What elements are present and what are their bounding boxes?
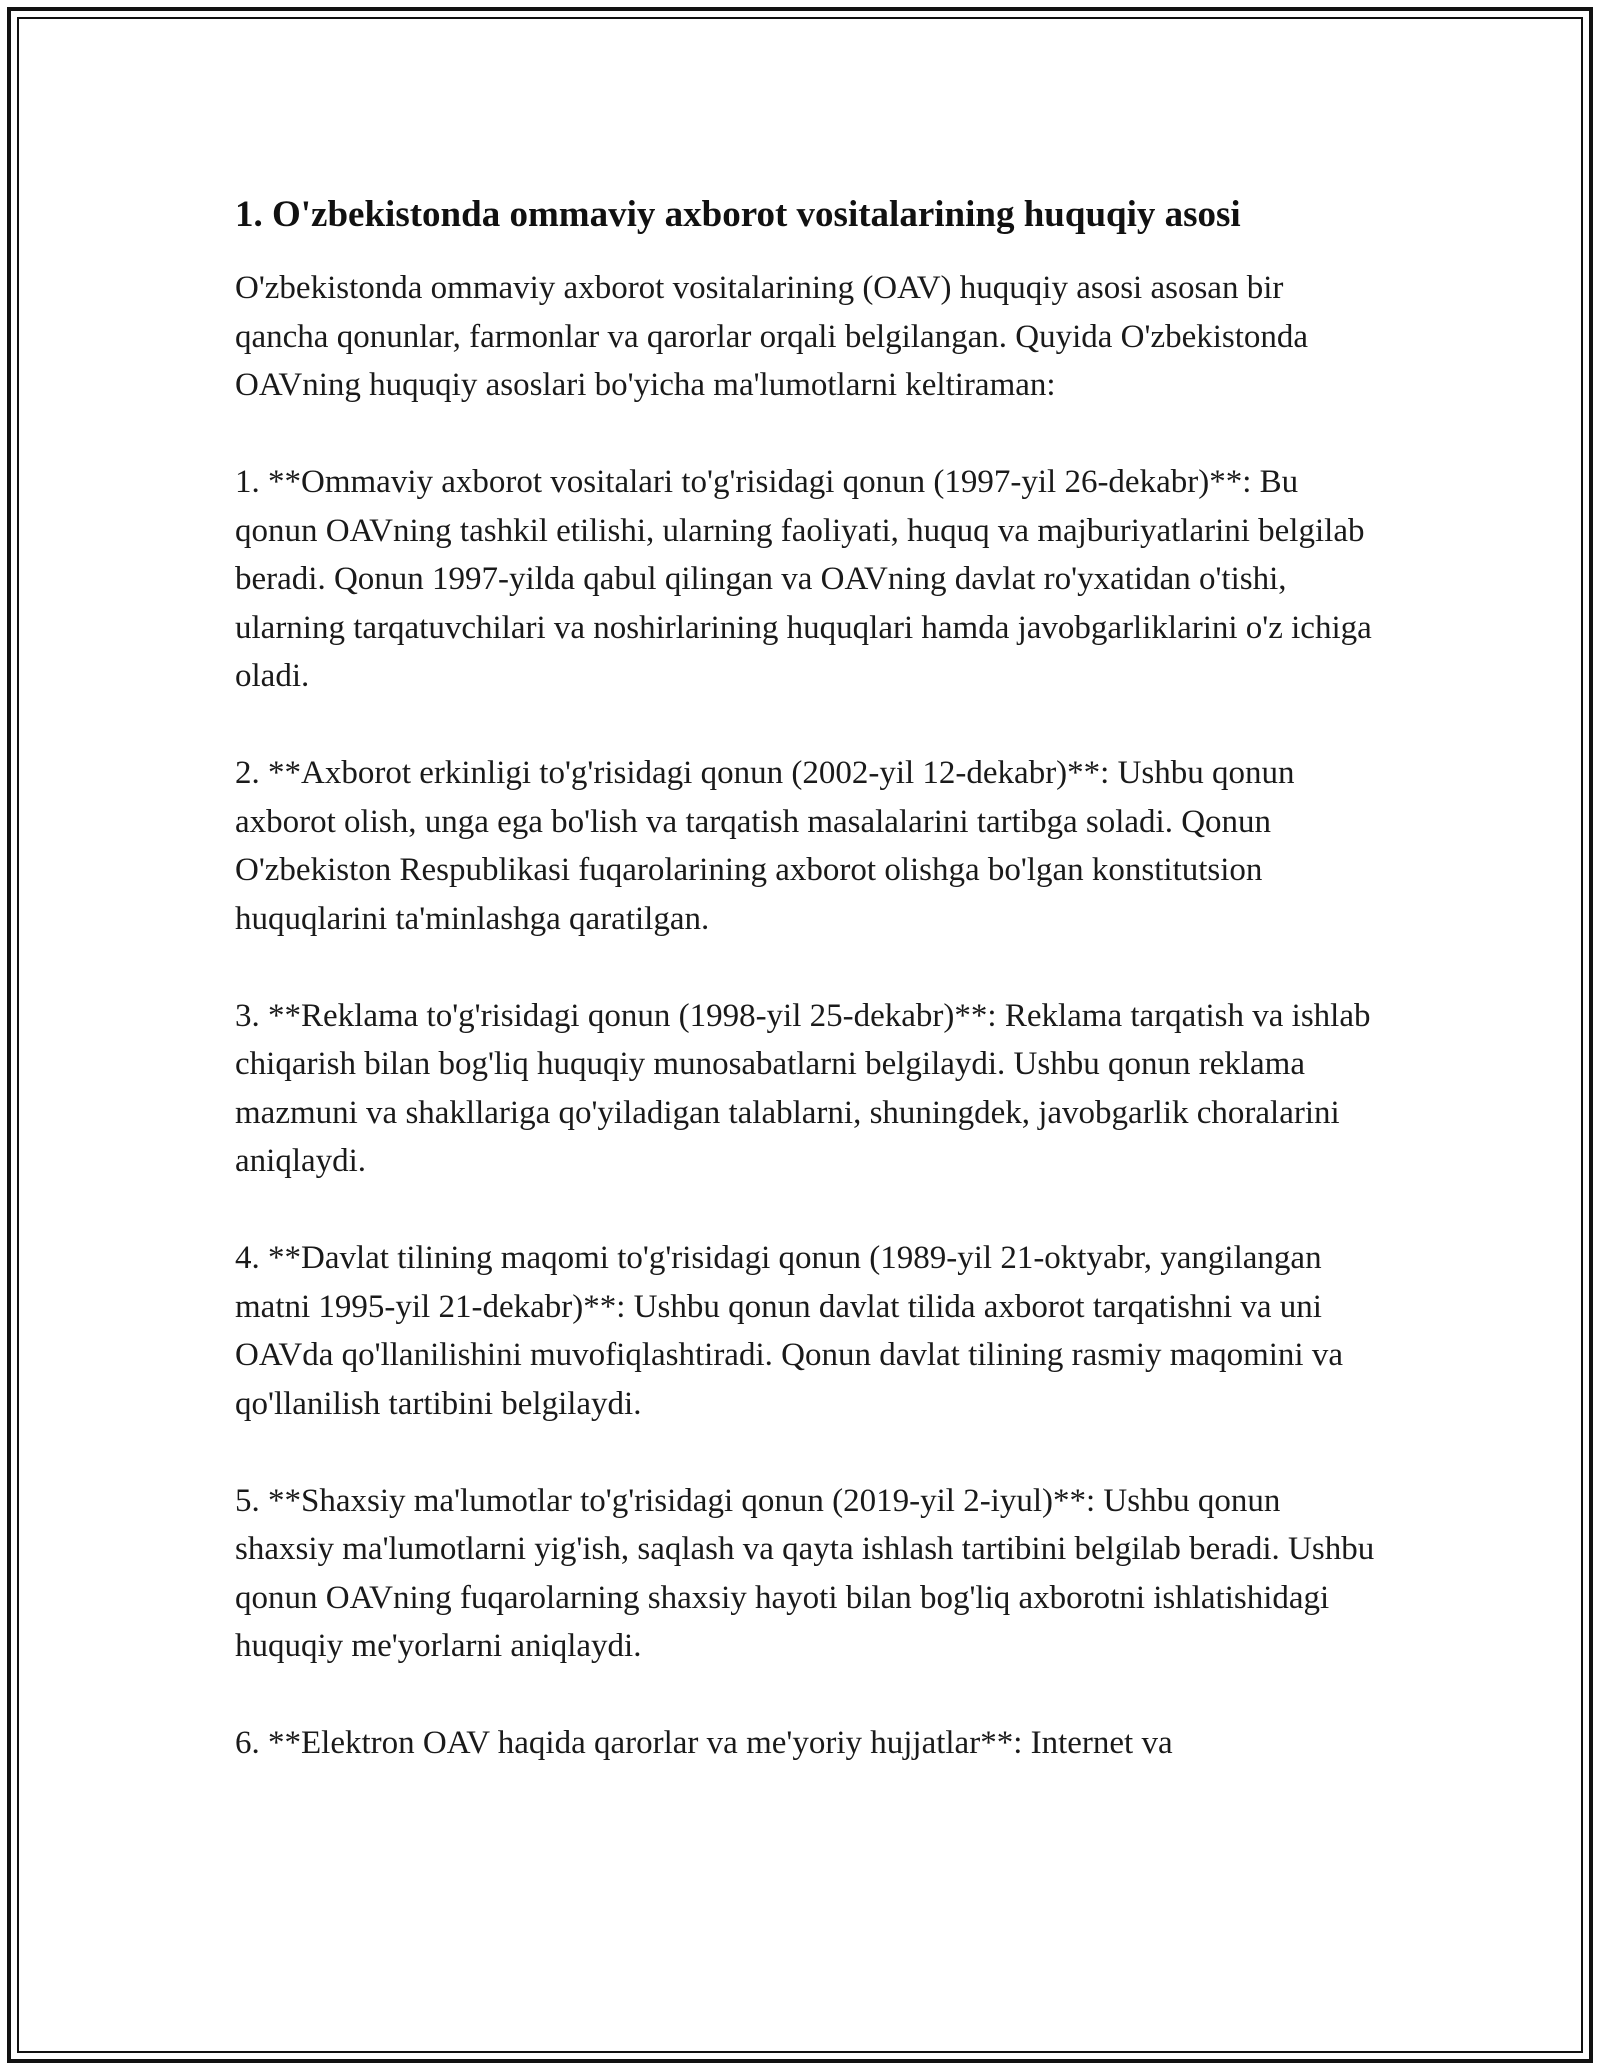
list-item-5: 5. **Shaxsiy ma'lumotlar to'g'risidagi qonun (2019-yil 2-iyul)**: Ushbu qonun shaxsiy ma'lumotlarni yig'ish, saqlash va qayta ishlash tartibini belgilab beradi. Ushbu qonun OAVning fuqarolarning shaxsiy hayoti bilan bog'liq axborotni ishlatishidagi huquqiy me'yorlarni aniqlaydi. [235,1482,1375,1664]
list-item-3: 3. **Reklama to'g'risidagi qonun (1998-yil 25-dekabr)**: Reklama tarqatish va ishlab chiqarish bilan bog'liq huquqiy munosabatlarni belgilaydi. Ushbu qonun reklama mazmuni va shakllariga qo'yiladigan talablarni, shuningdek, javobgarlik choralarini aniqlaydi. [235,997,1371,1179]
list-item-4: 4. **Davlat tilining maqomi to'g'risidagi qonun (1989-yil 21-oktyabr, yangilangan matni 1995-yil 21-dekabr)**: Ushbu qonun davlat tilida axborot tarqatishni va uni OAVda qo'llanilishini muvofiqlashtiradi. Qonun davlat tilining rasmiy maqomini va qo'llanilish tartibini belgilaydi. [235,1240,1343,1422]
list-item-1: 1. **Ommaviy axborot vositalari to'g'risidagi qonun (1997-yil 26-dekabr)**: Bu qonun OAVning tashkil etilishi, ularning faoliyati, huquq va majburiyatlarini belgilab beradi. Qonun 1997-yilda qabul qilingan va OAVning davlat ro'yxatidan o'tishi, ularning tarqatuvchilari va noshirlarining huquqlari hamda javobgarliklarini o'z ichiga oladi. [235,464,1372,694]
list-item-6: 6. **Elektron OAV haqida qarorlar va me'yoriy hujjatlar**: Internet va [235,1725,1173,1761]
list-item-2: 2. **Axborot erkinligi to'g'risidagi qonun (2002-yil 12-dekabr)**: Ushbu qonun axborot olish, unga ega bo'lish va tarqatish masalalarini tartibga soladi. Qonun O'zbekiston Respublikasi fuqarolarining axborot olishga bo'lgan konstitutsion huquqlarini ta'minlashga qaratilgan. [235,755,1295,937]
document-title: 1. O'zbekistonda ommaviy axborot vositalarining huquqiy asosi [235,194,1241,235]
intro-paragraph: O'zbekistonda ommaviy axborot vositalarining (OAV) huquqiy asosi asosan bir qancha qonunlar, farmonlar va qarorlar orqali belgilangan. Quyida O'zbekistonda OAVning huquqiy asoslari bo'yicha ma'lumotlarni keltiraman: [235,270,1309,403]
document-body [235,188,1385,1816]
